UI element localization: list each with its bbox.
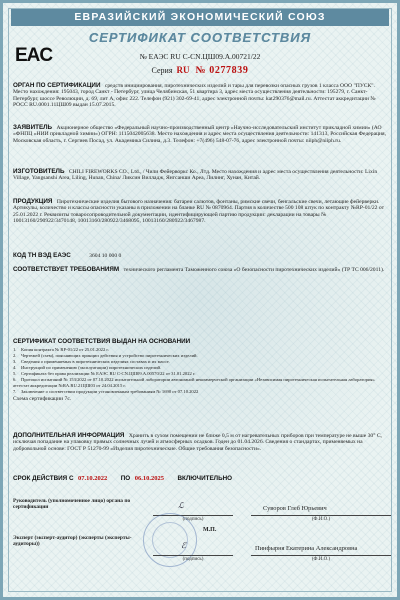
form-number: № 0277839 bbox=[195, 65, 249, 76]
basis-item: 4. Инструкций по применению (эксплуатации) пиротехнических изделий. bbox=[13, 365, 162, 371]
tnved-label: КОД ТН ВЭД ЕАЭС bbox=[13, 252, 71, 259]
head-fio-caption: (Ф.И.О.) bbox=[311, 517, 331, 522]
validity-from-label: СРОК ДЕЙСТВИЯ С bbox=[13, 475, 74, 482]
manufacturer-section bbox=[13, 169, 387, 182]
expert-name: Пинфырня Екатерина Александровна bbox=[255, 545, 358, 552]
head-signature: ℒ bbox=[178, 501, 184, 510]
manufacturer-text: CHILI FIREWORKS CO., Ltd., / Чили Фейерворкс Ко., Лтд. Место нахождения и адрес места осуществления деятельности: Lixin Village, Yangsanshi Area, Liling, Hunan, China/ Ликсин Вилладж, Янгсанши Ареа, Лилинг, Хунан, Китай. bbox=[13, 169, 378, 182]
expert-name-line bbox=[251, 555, 391, 556]
validity-to-label: ПО bbox=[120, 475, 131, 482]
eac-logo: EAC bbox=[15, 45, 53, 66]
additional-section bbox=[13, 433, 387, 452]
tnved-value: 3604 10 000 0 bbox=[89, 253, 122, 259]
basis-item: 2. Чертежей (схем), поясняющих принцип действия и устройство пиротехнических изделий. bbox=[13, 353, 198, 359]
conformity-section bbox=[13, 267, 387, 273]
product-text: Пиротехнические изделия бытового назначения: батареи салютов, фонтаны, римские свечи, бенгальские свечи, летающие фейерверки. Артикулы, количество и классы опасности указаны в приложении на бланке RU № 0870964. Партия в количестве 500 108 штук по контракту №RP-01/22 от 25.01.2022 г. Реквизиты товаросопроводительной документации, идентифицирующей партию продукции: декларации на товары № 10013160/290922/3470148, 10013160/280922/3468095, 10013160/280922/3467987. bbox=[13, 199, 385, 224]
basis-section bbox=[13, 339, 387, 403]
conformity-label: СООТВЕТСТВУЕТ ТРЕБОВАНИЯМ bbox=[13, 266, 120, 273]
conformity-text: технического регламента Таможенного союза «О безопасности пиротехнических изделий» (ТР ТС 006/2011). bbox=[123, 267, 385, 273]
basis-item: 1. Копия контракта № RP-01/22 от 25.01.2022 г. bbox=[13, 347, 109, 353]
registration-number: № ЕАЭС RU C-CN.ЦШ09.А.00721/22 bbox=[139, 52, 261, 61]
tnved-section bbox=[13, 253, 387, 259]
product-section bbox=[13, 199, 387, 224]
organ-label: ОРГАН ПО СЕРТИФИКАЦИИ bbox=[13, 82, 101, 89]
additional-text: Хранить в сухом помещении не ближе 0,5 м от нагревательных приборов при температуре не выше 30° С, исключая попадание на упаковку прямых солнечных лучей и атмосферных осадков. Годен до 01.04.2026. Сведения о стандартах, применяемых на добровольной основе: ГОСТ Р 51270-99 «Изделия пиротехнические. Общие требования безопасности». bbox=[13, 433, 382, 452]
validity-from-value: 07.10.2022 bbox=[78, 475, 108, 482]
product-label: ПРОДУКЦИЯ bbox=[13, 198, 53, 205]
applicant-label: ЗАЯВИТЕЛЬ bbox=[13, 124, 53, 131]
basis-item: 5. Сертификата без права реализации № ЕАЭС RU C-CN.ЦШ09.А.00570/22 от 31.01.2022 г. bbox=[13, 371, 196, 377]
validity-section bbox=[13, 476, 387, 482]
basis-item: 7. Заключение о соответствии продукции установленным требованиям № 1690 от 07.10.2022 bbox=[13, 389, 199, 395]
scheme-text: Схема сертификации 7с. bbox=[13, 396, 72, 403]
expert-fio-caption: (Ф.И.О.) bbox=[311, 557, 331, 562]
expert-sign-caption: (подпись) bbox=[182, 557, 204, 562]
series-value: RU bbox=[176, 65, 190, 75]
expert-signature: ℰ bbox=[181, 541, 186, 550]
additional-label: ДОПОЛНИТЕЛЬНАЯ ИНФОРМАЦИЯ bbox=[13, 432, 125, 439]
organ-section bbox=[13, 83, 387, 108]
validity-to-value: 06.10.2025 bbox=[134, 475, 164, 482]
head-label: Руководитель (уполномоченное лицо) органа по сертификации bbox=[13, 498, 131, 511]
basis-label: СЕРТИФИКАТ СООТВЕТСТВИЯ ВЫДАН НА ОСНОВАНИИ bbox=[13, 338, 191, 345]
union-banner: ЕВРАЗИЙСКИЙ ЭКОНОМИЧЕСКИЙ СОЮЗ bbox=[11, 9, 389, 26]
applicant-text: Акционерное общество «Федеральный научно-производственный центр «Научно-исследовательский институт прикладной химии» (АО «ФНПЦ «НИИ прикладной химии») ОГРН: 1115042005638. Место нахождения и адрес места осуществления деятельности: 141313, Российская Федерация, Московская область, г. Сергиев Посад, ул. Академика Силина, д.3. Телефон: +7(496) 548-07-76, адрес электронной почты: niiph@niiph.ru. bbox=[13, 125, 387, 144]
organ-text: средств инициирования, пиротехнических изделий и тары для перевозки опасных грузов 1 класса ООО "ПУСК". Место нахождения: 195043, город Санкт - Петербург, улица Челябинская, 51 квартира 3, адрес места осуществления деятельности: 195279, г. Санкт-Петербург, шоссе Революции, д. 69, лит А, офис 222. Телефон (921) 302-69-41, адрес электронной почты: kat290376@mail.ru. Аттестат аккредитации № РОСС RU.0001.11ЦШ09 выдан 15.07.2015. bbox=[13, 83, 376, 108]
basis-item: 3. Сведения о применяемых в пиротехнических изделиях составах и их массе. bbox=[13, 359, 170, 365]
basis-list bbox=[13, 347, 387, 395]
series-label: Серия bbox=[151, 66, 173, 75]
expert-signature-line bbox=[153, 555, 233, 556]
series-line bbox=[3, 65, 397, 76]
expert-label: Эксперт (эксперт-аудитор) (эксперты (эксперты-аудиторы)) bbox=[13, 535, 132, 548]
manufacturer-label: ИЗГОТОВИТЕЛЬ bbox=[13, 168, 65, 175]
certificate-title: СЕРТИФИКАТ СООТВЕТСТВИЯ bbox=[88, 30, 312, 45]
stamp-mark: М.П. bbox=[203, 527, 217, 533]
head-name-line bbox=[251, 515, 391, 516]
applicant-section bbox=[13, 125, 387, 144]
validity-inclusive: ВКЛЮЧИТЕЛЬНО bbox=[177, 475, 233, 482]
head-name: Суворов Глеб Юрьевич bbox=[263, 505, 327, 512]
basis-item: 6. Протокол испытаний № 153/2022 от 07.10.2022 испытательной лаборатории автономной некоммерческой организации «Независимая пиротехническая испытательная лаборатория» аттестат аккредитации №RA.RU.21ЦШ03 от 24.04.2015 г. bbox=[13, 377, 375, 389]
head-sign-caption: (подпись) bbox=[182, 517, 204, 522]
